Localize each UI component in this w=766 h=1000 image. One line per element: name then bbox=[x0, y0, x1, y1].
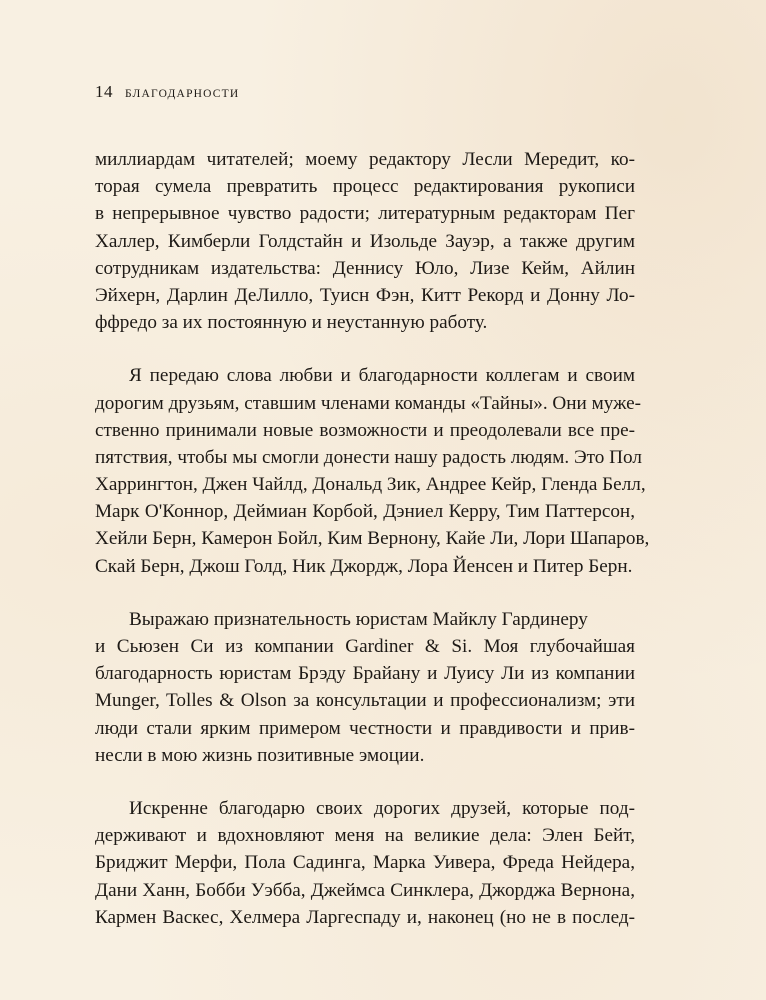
text-line: Эйхерн, Дарлин ДеЛилло, Туисн Фэн, Китт Рекорд и Донну Ло- bbox=[95, 284, 635, 306]
text-line: и Сьюзен Си из компании Gardiner & Si. Моя глубочайшая bbox=[95, 636, 635, 657]
text-line: Дани Ханн, Бобби Уэбба, Джеймса Синклера, Джорджа Вернона, bbox=[95, 879, 635, 901]
text-line: Марк О'Коннор, Деймиан Корбой, Дэниел Керру, Тим Паттерсон, bbox=[95, 501, 635, 523]
text-line: Бриджит Мерфи, Пола Садинга, Марка Уивера, Фреда Нейдера, bbox=[95, 852, 635, 874]
text-line: Munger, Tolles & Olson за консультации и профессионализм; эти bbox=[95, 690, 635, 712]
text-line: Скай Берн, Джош Голд, Ник Джордж, Лора Йенсен и Питер Берн. bbox=[95, 555, 633, 577]
text-line: держивают и вдохновляют меня на великие дела: Элен Бейт, bbox=[95, 825, 635, 847]
running-header bbox=[95, 82, 239, 102]
body-text bbox=[95, 146, 650, 957]
text-line: Я передаю слова любви и благодарности коллегам и своим bbox=[129, 365, 635, 387]
text-line: пятствия, чтобы мы смогли донести нашу радость людям. Это Пол bbox=[95, 446, 642, 468]
text-line: Выражаю признательность юристам Майклу Гардинеру bbox=[129, 608, 588, 630]
paragraph-3 bbox=[95, 606, 635, 769]
page-number: 14 bbox=[95, 82, 113, 101]
text-line: Кармен Васкес, Хелмера Ларгеспаду и, наконец (но не в послед- bbox=[95, 906, 635, 928]
section-title: БЛАГОДАРНОСТИ bbox=[125, 88, 240, 100]
text-line: дорогим друзьям, ставшим членами команды «Тайны». Они муже- bbox=[95, 392, 642, 414]
paragraph-1 bbox=[95, 146, 635, 336]
text-line: сотрудникам издательства: Деннису Юло, Лизе Кейм, Айлин bbox=[95, 257, 635, 279]
text-line: Искренне благодарю своих дорогих друзей, которые под- bbox=[129, 797, 635, 819]
book-page bbox=[95, 0, 650, 1000]
paragraph-4 bbox=[95, 795, 635, 931]
text-line: миллиардам читателей; моему редактору Лесли Мередит, ко- bbox=[95, 149, 635, 170]
text-line: Халлер, Кимберли Голдстайн и Изольде Зауэр, а также другим bbox=[95, 230, 635, 252]
text-line: торая сумела превратить процесс редактирования рукописи bbox=[95, 176, 635, 198]
text-line: ффредо за их постоянную и неустанную работу. bbox=[95, 312, 488, 334]
text-line: в непрерывное чувство радости; литературным редакторам Пег bbox=[95, 203, 635, 225]
text-line: Хейли Берн, Камерон Бойл, Ким Вернону, Кайе Ли, Лори Шапаров, bbox=[95, 528, 650, 550]
text-line: Харрингтон, Джен Чайлд, Дональд Зик, Андрее Кейр, Гленда Белл, bbox=[95, 474, 646, 496]
paragraph-2 bbox=[95, 362, 650, 580]
text-line: ственно принимали новые возможности и преодолевали все пре- bbox=[95, 419, 635, 441]
text-line: люди стали ярким примером честности и правдивости и прив- bbox=[95, 717, 635, 739]
text-line: благодарность юристам Брэду Брайану и Луису Ли из компании bbox=[95, 663, 635, 685]
text-line: несли в мою жизнь позитивные эмоции. bbox=[95, 744, 425, 766]
